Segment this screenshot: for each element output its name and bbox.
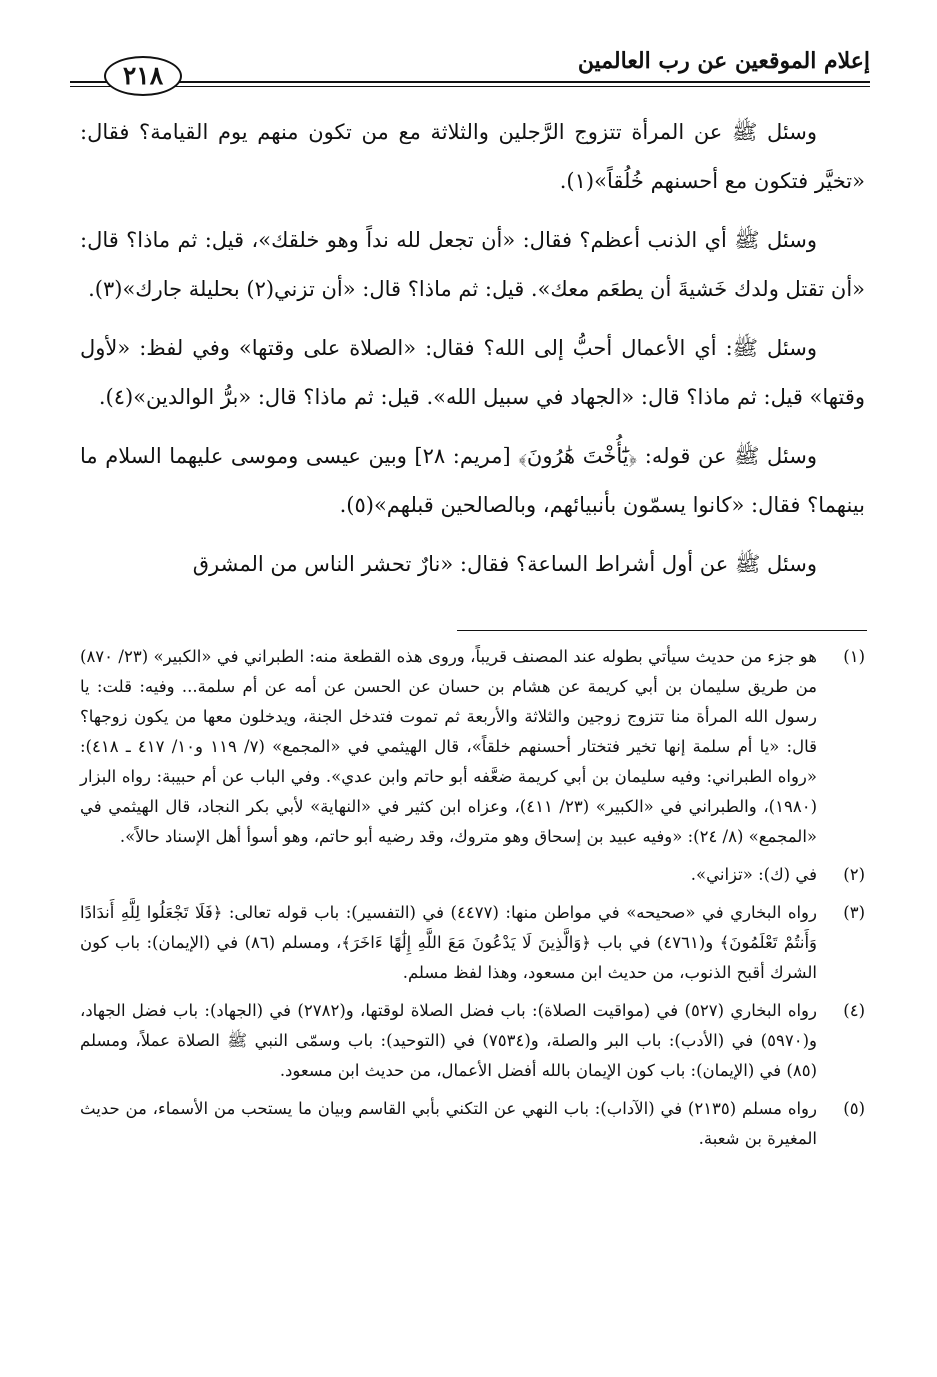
footnote-separator (457, 630, 867, 631)
page-number: ٢١٨ (104, 56, 182, 96)
footnote-number: (٢) (843, 865, 865, 884)
paragraph: وسئل ﷺ أي الذنب أعظم؟ فقال: «أن تجعل لله نداً وهو خلقك»، قيل: ثم ماذا؟ قال: «أن تقتل ولدك خَشيةَ أن يطعَم معك». قيل: ثم ماذا؟ قال: «أن تزني(٢) بحليلة جارك»(٣). (80, 228, 865, 301)
footnote-number: (٥) (843, 1099, 865, 1118)
footnote (80, 860, 865, 890)
running-title: إعلام الموقعين عن رب العالمين (577, 48, 870, 74)
footnote-text: في (ك): «تزاني». (690, 865, 817, 884)
paragraph: وسئل ﷺ عن المرأة تتزوج الرَّجلين والثلاثة مع من تكون منهم يوم القيامة؟ فقال: «تخيَّر فتكون مع أحسنهم خُلُقاً»(١). (80, 120, 865, 193)
paragraph: وسئل ﷺ عن أول أشراط الساعة؟ فقال: «نارٌ تحشر الناس من المشرق (192, 552, 817, 576)
footnotes (80, 642, 865, 1162)
paragraph: وسئل ﷺ عن قوله: ﴿يَٰٓأُخْتَ هَٰرُونَ﴾ [مريم: ٢٨] وبين عيسى وموسى عليهما السلام ما بينهما؟ فقال: «كانوا يسمّون بأنبيائهم، وبالصالحين قبلهم»(٥). (80, 444, 865, 517)
page-header (70, 44, 870, 96)
footnote-number: (١) (843, 647, 865, 666)
footnote-number: (٤) (843, 1001, 865, 1020)
footnote (80, 642, 865, 852)
footnote (80, 898, 865, 988)
footnote-text: رواه البخاري في «صحيحه» في مواطن منها: (٤٤٧٧) في (التفسير): باب قوله تعالى: ﴿فَلَا تَجْعَلُوا لِلَّهِ أَندَادًا وَأَنتُمْ تَعْلَمُونَ﴾ و(٤٧٦١) في باب ﴿وَالَّذِينَ لَا يَدْعُونَ مَعَ اللَّهِ إِلَٰهًا ءَاخَرَ﴾، ومسلم (٨٦) في (الإيمان): باب كون الشرك أقبح الذنوب، من حديث ابن مسعود، وهذا لفظ مسلم. (80, 903, 817, 982)
footnote-text: رواه مسلم (٢١٣٥) في (الآداب): باب النهي عن التكني بأبي القاسم وبيان ما يستحب من الأسماء، من حديث المغيرة بن شعبة. (80, 1099, 817, 1148)
main-text (80, 108, 865, 599)
footnote (80, 1094, 865, 1154)
footnote-number: (٣) (843, 903, 865, 922)
header-rule (70, 81, 870, 83)
paragraph: وسئل ﷺ: أي الأعمال أحبُّ إلى الله؟ فقال: «الصلاة على وقتها» وفي لفظ: «لأول وقتها» قيل: ثم ماذا؟ قال: «الجهاد في سبيل الله». قيل: ثم ماذا؟ قال: «برُّ الوالدين»(٤). (80, 336, 865, 409)
header-rule-thin (70, 86, 870, 87)
footnote-text: رواه البخاري (٥٢٧) في (مواقيت الصلاة): باب فضل الصلاة لوقتها، و(٢٧٨٢) في (الجهاد): باب فضل الجهاد، و(٥٩٧٠) في (الأدب): باب البر والصلة، و(٧٥٣٤) في (التوحيد): باب وسمّى النبي ﷺ الصلاة عملاً، ومسلم (٨٥) في (الإيمان): باب كون الإيمان بالله أفضل الأعمال، من حديث ابن مسعود. (80, 1001, 817, 1080)
footnote-text: هو جزء من حديث سيأتي بطوله عند المصنف قريباً، وروى هذه القطعة منه: الطبراني في «الكبير» (٢٣/ ٨٧٠) من طريق سليمان بن أبي كريمة عن هشام بن حسان عن الحسن عن أمه عن أم سلمة... وفيه: قلت: يا رسول الله المرأة منا تتزوج زوجين والثلاثة والأربعة ثم تموت فتدخل الجنة، ويدخلون معها من يكون زوجها؟ قال: «يا أم سلمة إنها تخير فتختار أحسنهم خلقاً»، قال الهيثمي في «المجمع» (٧/ ١١٩ و١٠/ ٤١٧ ـ ٤١٨): «رواه الطبراني: وفيه سليمان بن أبي كريمة ضعَّفه أبو حاتم وابن عدي». وفي الباب عن أم حبيبة: رواه البزار (١٩٨٠)، والطبراني في «الكبير» (٢٣/ ٤١١)، وعزاه ابن كثير في «النهاية» لأبي بكر النجاد، قال الهيثمي في «المجمع» (٨/ ٢٤): «وفيه عبيد بن إسحاق وهو متروك، وقد رضيه أبو حاتم، وهو أسوأ أهل الإسناد حالاً». (80, 647, 818, 846)
footnote (80, 996, 865, 1086)
